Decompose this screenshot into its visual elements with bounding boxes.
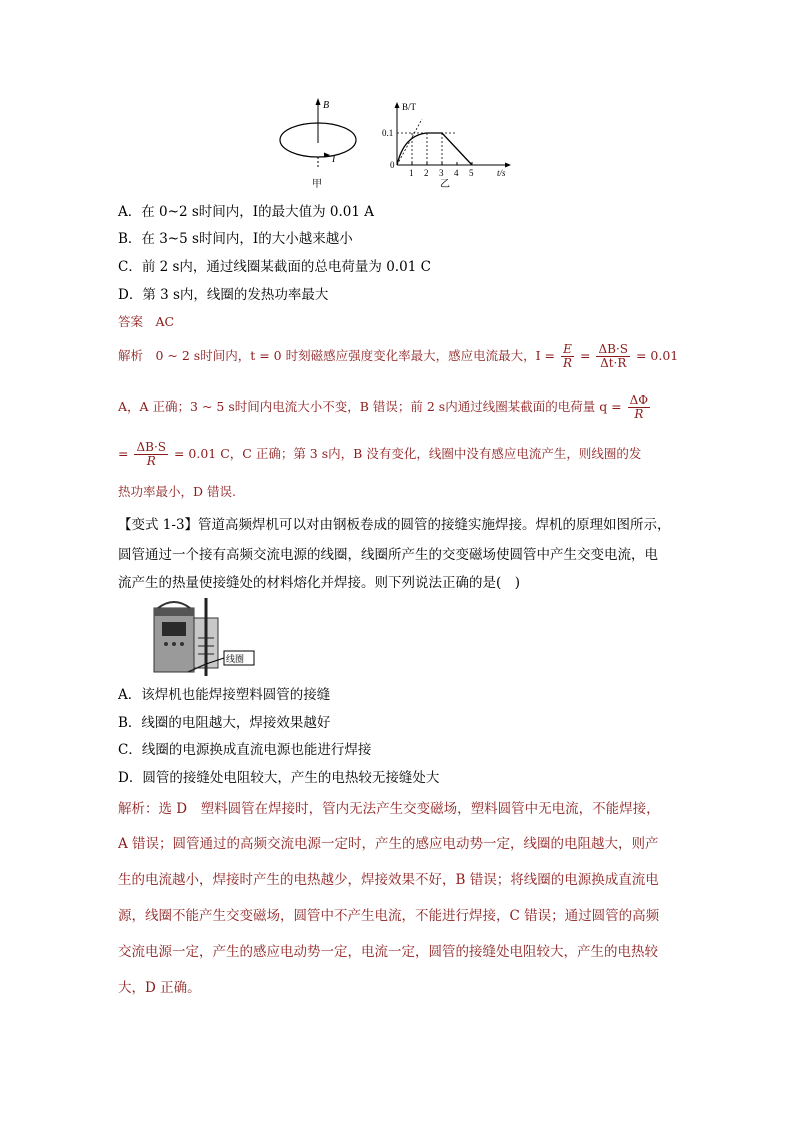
- fraction-denominator: R: [146, 454, 156, 468]
- ring-caption: 甲: [312, 179, 322, 190]
- x-tick-label: 4: [454, 168, 459, 178]
- analysis-text: = 0.01 C，C 正确；第 3 s内，B 没有变化，线圈中没有感应电流产生，则线圈的发: [173, 446, 642, 461]
- option2-c: C．线圈的电源换成直流电源也能进行焊接: [118, 742, 372, 758]
- bt-graph: [382, 102, 511, 190]
- analysis2-line-6: 大，D 正确。: [118, 980, 201, 996]
- coil-label: 线圈: [226, 655, 245, 665]
- fraction-e-over-r: [561, 343, 574, 370]
- option2-b: B．线圈的电阻越大，焊接效果越好: [118, 715, 331, 731]
- option2-a: A．该焊机也能焊接塑料圆管的接缝: [118, 687, 331, 703]
- y-tick-label: 0.1: [382, 128, 394, 138]
- ring-i-label: I: [332, 154, 336, 165]
- analysis-text: = 0.01: [635, 348, 679, 363]
- fraction-denominator: R: [634, 407, 644, 421]
- x-axis-label: t/s: [497, 168, 506, 178]
- ring-diagram: [280, 98, 356, 190]
- fraction-numerator: ΔΦ: [629, 393, 649, 407]
- x-tick-label: 2: [424, 168, 429, 178]
- fraction-dphi-over-r: [628, 394, 651, 421]
- option-b: B．在 3~5 s时间内，I的大小越来越小: [118, 231, 353, 247]
- equals-sign: =: [580, 348, 591, 363]
- analysis2-line-1: 解析：选 D 塑料圆管在焊接时，管内无法产生交变磁场，塑料圆管中无电流，不能焊接，: [118, 801, 660, 817]
- analysis-line-3: [118, 441, 641, 468]
- analysis2-line-2: A 错误；圆管通过的高频交流电源一定时，产生的感应电动势一定，线圈的电阻越大，则产: [118, 836, 659, 852]
- analysis-line-1: [118, 343, 678, 370]
- figure-ring-and-graph: [270, 95, 530, 195]
- fraction-db-s-over-r: [134, 441, 168, 468]
- analysis-text: A，A 正确；3 ~ 5 s时间内电流大小不变，B 错误；前 2 s内通过线圈某截面的电荷量 q =: [118, 399, 622, 414]
- analysis-text: =: [118, 446, 129, 461]
- fraction-denominator: R: [562, 356, 573, 370]
- variant-line-3: 流产生的热量使接缝处的材料熔化并焊接。则下列说法正确的是( ): [118, 575, 521, 591]
- variant-line-2: 圆管通过一个接有高频交流电源的线圈，线圈所产生的交变磁场使圆管中产生交变电流，电: [118, 547, 658, 563]
- fraction-numerator: ΔB·S: [136, 440, 166, 454]
- x-tick-label: 1: [409, 168, 414, 178]
- analysis2-line-4: 源，线圈不能产生交变磁场，圆管中不产生电流，不能进行焊接，C 错误；通过圆管的高频: [118, 908, 660, 924]
- welder-machine-figure: [148, 598, 258, 678]
- variant-line-1: 【变式 1-3】管道高频焊机可以对由钢板卷成的圆管的接缝实施焊接。焊机的原理如图所示，: [118, 517, 671, 533]
- option-a: A．在 0~2 s时间内，I的最大值为 0.01 A: [118, 204, 374, 220]
- analysis-text: 解析 0 ~ 2 s时间内，t = 0 时刻磁感应强度变化率最大，感应电流最大，I =: [118, 348, 555, 363]
- ring-b-label: B: [323, 100, 330, 111]
- fraction-numerator: ΔB·S: [598, 342, 628, 356]
- analysis-line-2: [118, 394, 652, 421]
- fraction-denominator: Δt·R: [600, 356, 627, 370]
- option-d: D．第 3 s内，线圈的发热功率最大: [118, 287, 329, 303]
- analysis2-line-3: 生的电流越小，焊接时产生的电热越少，焊接效果不好，B 错误；将线圈的电源换成直流电: [118, 872, 659, 888]
- analysis2-line-5: 交流电源一定，产生的感应电动势一定，电流一定，圆管的接缝处电阻较大，产生的电热较: [118, 944, 658, 960]
- analysis-line-4: 热功率最小，D 错误.: [118, 484, 236, 499]
- fraction-db-s: [596, 343, 630, 370]
- option-c: C．前 2 s内，通过线圈某截面的总电荷量为 0.01 C: [118, 259, 431, 275]
- fraction-numerator: E: [561, 343, 574, 357]
- answer-line: 答案 AC: [118, 314, 175, 329]
- graph-caption: 乙: [440, 179, 450, 190]
- x-tick-label: 5: [469, 168, 474, 178]
- origin-label: 0: [390, 160, 395, 170]
- option2-d: D．圆管的接缝处电阻较大，产生的电热较无接缝处大: [118, 770, 440, 786]
- x-tick-label: 3: [439, 168, 444, 178]
- y-axis-label: B/T: [402, 102, 417, 112]
